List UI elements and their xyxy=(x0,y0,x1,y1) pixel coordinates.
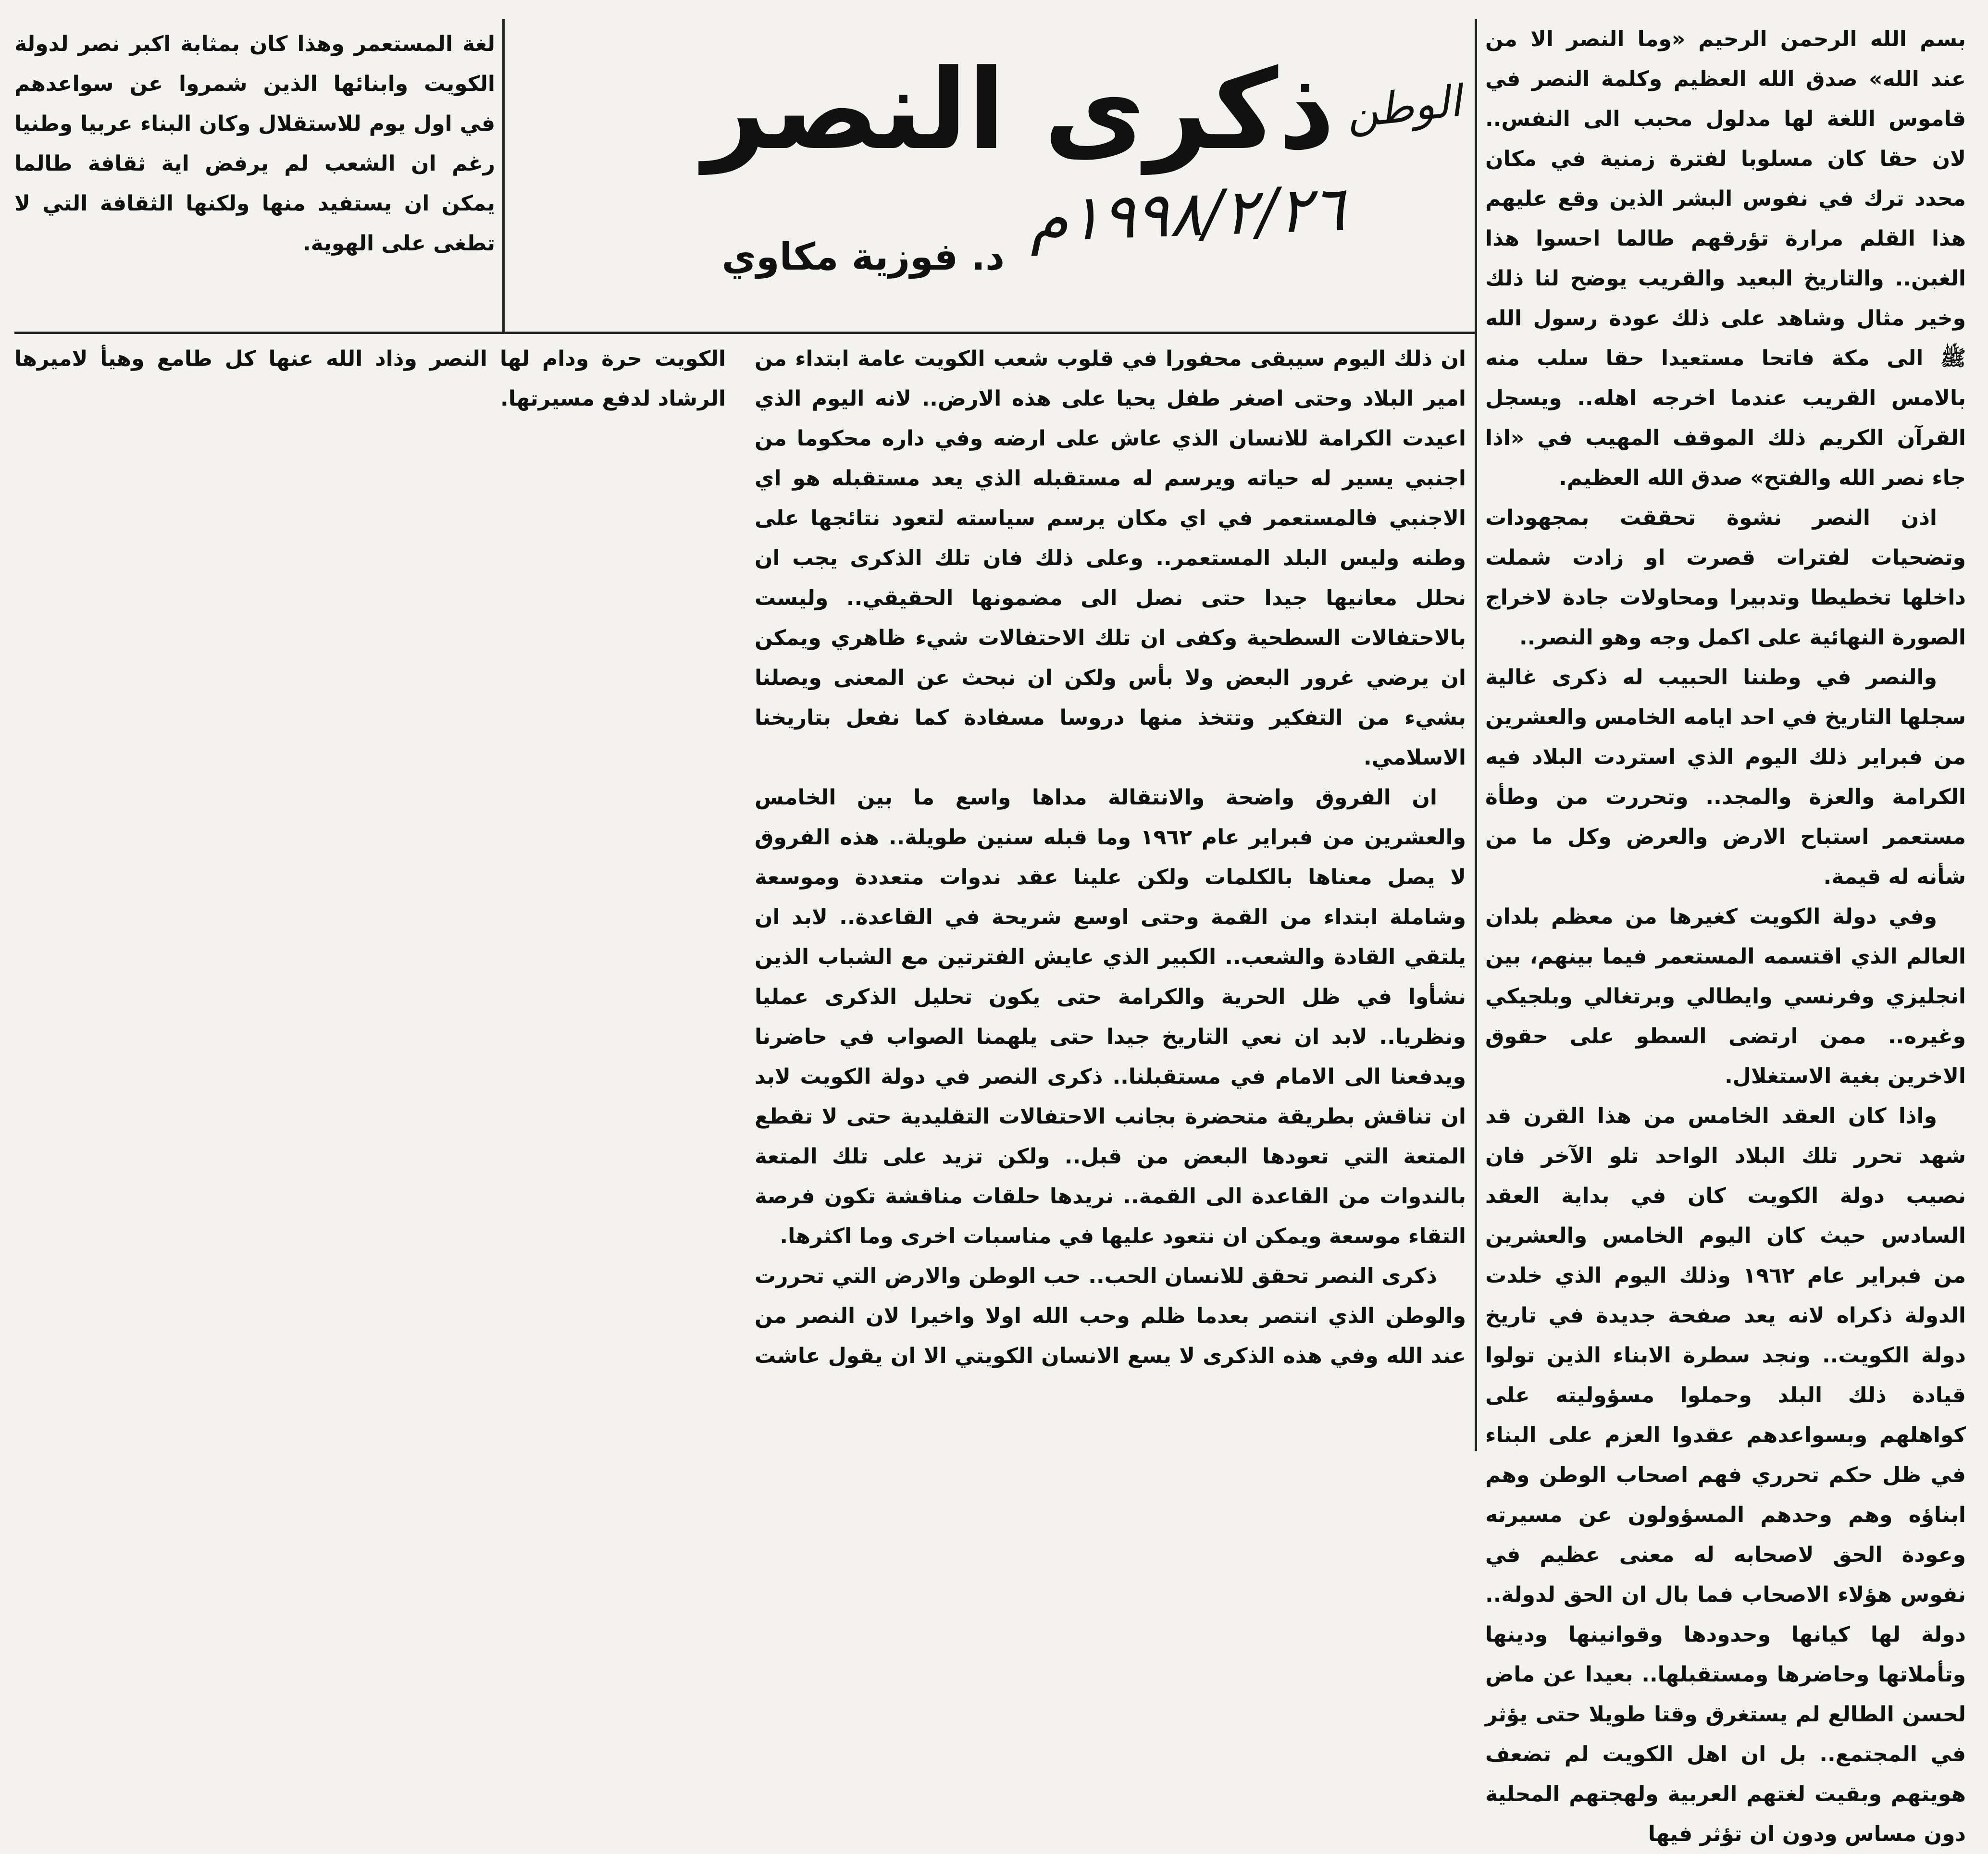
handwritten-date: ١٩٩٨/٢/٢٦م xyxy=(1028,172,1346,256)
right-column-p2: اذن النصر نشوة تحققت بمجهودات وتضحيات لفترات قصرت او زادت شملت داخلها تخطيطا وتدبيرا ومحاولات جادة لاخراج الصورة النهائية على اكمل وجه وهو النصر.. xyxy=(1485,506,1966,650)
headline-block xyxy=(514,29,1471,317)
right-column-p3: والنصر في وطننا الحبيب له ذكرى غالية سجلها التاريخ في احد ايامه الخامس والعشرين من فبراير ذلك اليوم الذي استردت البلاد فيه الكرامة والعزة والمجد.. وتحررت من وطأة مستعمر استباح الارض والعرض وكل ما من شأنه له قيمة. xyxy=(1485,665,1966,889)
middle-p3: ذكرى النصر تحقق للانسان الحب.. حب الوطن والارض التي تحررت والوطن الذي انتصر بعدما ظلم وحب الله اولا واخيرا لان النصر من عند الله وفي هذه الذكرى لا يسع الانسان الكويتي الا ان يقول عاشت الكويت حرة ودام لها النصر وذاد الله عنها كل طامع وهيأ لاميرها الرشاد لدفع مسيرتها. xyxy=(14,346,1466,1368)
article-lower-body xyxy=(14,339,1466,1451)
headline: ذكرى النصر xyxy=(703,46,1335,174)
headline-rule xyxy=(14,332,1475,334)
newspaper-logo: الوطن xyxy=(1344,75,1464,138)
right-column-p5: واذا كان العقد الخامس من هذا القرن قد شهد تحرر تلك البلاد الواحد تلو الآخر فان نصيب دولة الكويت كان في بداية العقد السادس حيث كان اليوم الخامس والعشرين من فبراير عام ١٩٦٢ وذلك اليوم الذي خلدت الدولة ذكراه لانه يعد صفحة جديدة في تاريخ دولة الكويت.. ونجد سطرة الابناء الذين تولوا قيادة ذلك البلد وحملوا مسؤوليته على كواهلهم وبسواعدهم عقدوا العزم على البناء في ظل حكم تحرري فهم اصحاب الوطن وهم ابناؤه وهم وحدهم المسؤولون عن مسيرته وعودة الحق لاصحابه له معنى عظيم في نفوس هؤلاء الاصحاب فما بال ان الحق لدولة.. دولة لها كيانها وحدودها وقوانينها ودينها وتأملاتها وحاضرها ومستقبلها.. بعيدا عن ماض لحسن الطالع لم يستغرق وقتا طويلا حتى يؤثر في المجتمع.. بل ان اهل الكويت لم تضعف هويتهم وبقيت لغتهم العربية ولهجتهم المحلية دون مساس ودون ان تؤثر فيها xyxy=(1485,1104,1966,1846)
middle-p1: ان ذلك اليوم سيبقى محفورا في قلوب شعب الكويت عامة ابتداء من امير البلاد وحتى اصغر طفل يحيا على هذه الارض.. لانه اليوم الذي اعيدت الكرامة للانسان الذي عاش على ارضه وفي داره محكوما من اجنبي يسير له حياته ويرسم له مستقبله الذي يعد مستقبله هو اي الاجنبي فالمستعمر في اي مكان يرسم سياسته لتعود نتائجها على وطنه وليس البلد المستعمر.. وعلى ذلك فان تلك الذكرى يجب ان نحلل معانيها جيدا حتى نصل الى مضمونها الحقيقي.. وليست بالاحتفالات السطحية وكفى ان تلك الاحتفالات شيء ظاهري ويمكن ان يرضي غرور البعض ولا بأس ولكن ان نبحث عن المعنى ويصلنا بشيء من التفكير وتتخذ منها دروسا مسفادة كما نفعل بتاريخنا الاسلامي. xyxy=(755,346,1466,770)
right-column-p4: وفي دولة الكويت كغيرها من معظم بلدان العالم الذي اقتسمه المستعمر فيما بينهم، بين انجليزي وفرنسي وايطالي وبرتغالي وبلجيكي وغيره.. ممن ارتضى السطو على حقوق الاخرين بغية الاستغلال. xyxy=(1485,904,1966,1088)
article-left-top-column xyxy=(14,24,495,332)
middle-p2: ان الفروق واضحة والانتقالة مداها واسع ما بين الخامس والعشرين من فبراير عام ١٩٦٢ وما قبله سنين طويلة.. هذه الفروق لا يصل معناها بالكلمات ولكن علينا عقد ندوات متعددة وموسعة وشاملة ابتداء من القمة وحتى اوسع شريحة في القاعدة.. لابد ان يلتقي القادة والشعب.. الكبير الذي عايش الفترتين مع الشباب الذين نشأوا في ظل الحرية والكرامة حتى يكون تحليل الذكرى عمليا ونظريا.. لابد ان نعي التاريخ جيدا حتى يلهمنا الصواب في حاضرنا ويدفعنا الى الامام في مستقبلنا.. ذكرى النصر في دولة الكويت لابد ان تناقش بطريقة متحضرة بجانب الاحتفالات التقليدية حتى لا تقطع المتعة التي تعودها البعض من قبل.. ولكن تزيد على تلك المتعة بالندوات من القاعدة الى القمة.. نريدها حلقات مناقشة تكون فرصة التقاء موسعة ويمكن ان نتعود عليها في مناسبات اخرى وما اكثرها. xyxy=(755,785,1466,1248)
column-rule-right xyxy=(1475,19,1477,1451)
author-byline: د. فوزية مكاوي xyxy=(721,235,1005,279)
left-top-column-text: لغة المستعمر وهذا كان بمثابة اكبر نصر لدولة الكويت وابنائها الذين شمروا عن سواعدهم في اول يوم للاستقلال وكان البناء عربيا وطنيا رغم ان الشعب لم يرفض اية ثقافة طالما يمكن ان يستفيد منها ولكنها الثقافة التي لا تطغى على الهوية. xyxy=(14,32,495,256)
right-column-p1: بسم الله الرحمن الرحيم «وما النصر الا من عند الله» صدق الله العظيم وكلمة النصر في قاموس اللغة لها مدلول محبب الى النفس.. لان حقا كان مسلوبا لفترة زمنية في مكان محدد ترك في نفوس البشر الذين وقع عليهم هذا القلم مرارة تؤرقهم طالما احسوا هذا الغبن.. والتاريخ البعيد والقريب يوضح لنا ذلك وخير مثال وشاهد على ذلك عودة رسول الله ﷺ الى مكة فاتحا مستعيدا حقا سلب منه بالامس القريب عندما اخرجه اهله.. ويسجل القرآن الكريم ذلك الموقف المهيب في «اذا جاء نصر الله والفتح» صدق الله العظيم. xyxy=(1485,27,1966,490)
article-right-column xyxy=(1485,19,1966,1846)
column-rule-left-top xyxy=(502,19,505,332)
